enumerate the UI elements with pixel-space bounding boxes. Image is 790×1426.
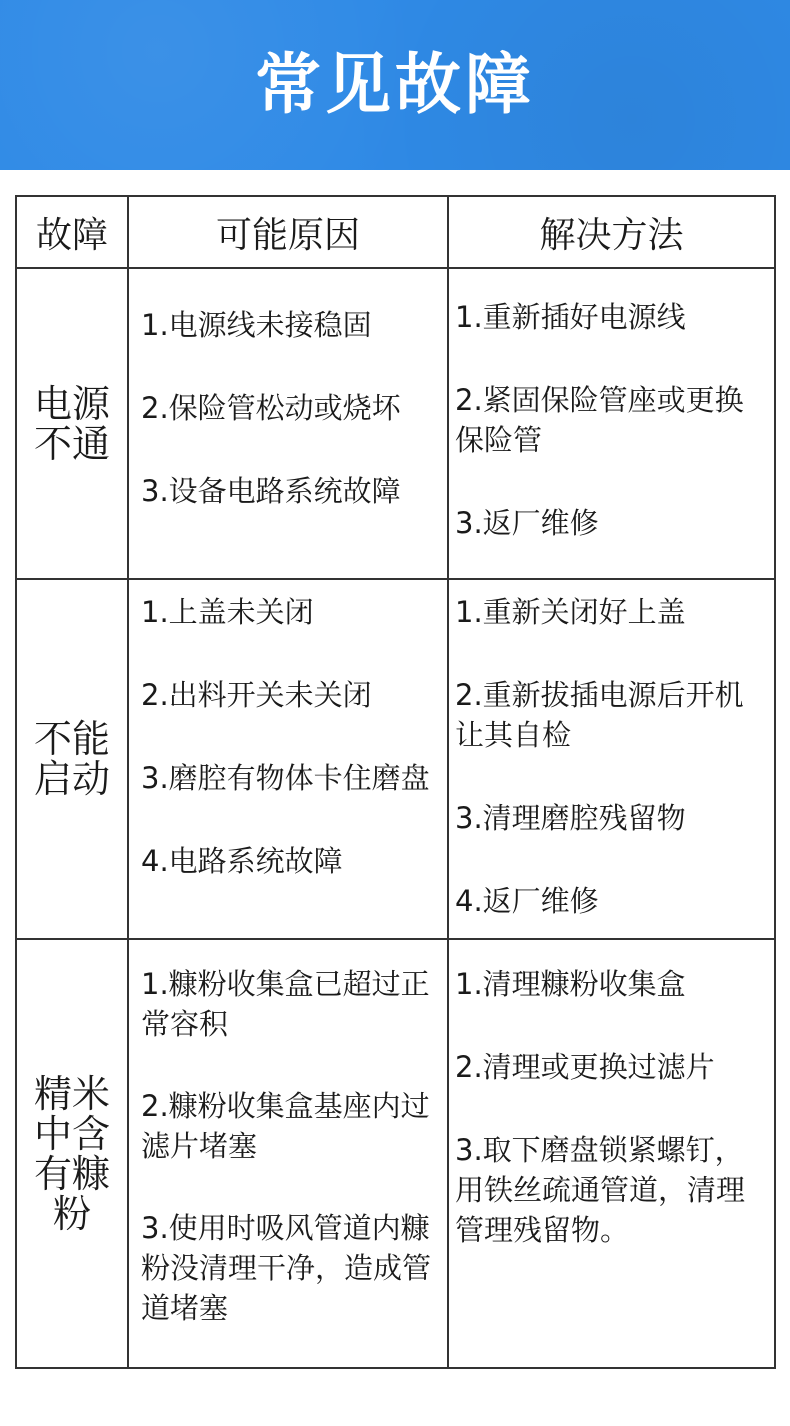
page-title: 常见故障 [255, 46, 535, 123]
causes-cell [128, 268, 448, 579]
cause-item: 3.设备电路系统故障 [141, 474, 401, 508]
fault-label: 电源 [33, 381, 110, 426]
solution-item: 1.清理糠粉收集盒 [455, 967, 686, 1001]
cause-item: 1.电源线未接稳固 [141, 308, 372, 342]
header-solutions: 解决方法 [448, 196, 775, 268]
solution-item: 1.重新插好电源线 [455, 300, 686, 334]
solution-item: 2.紧固保险管座或更换保险管 [455, 383, 744, 457]
solution-item: 3.返厂维修 [455, 506, 599, 540]
causes-cell [128, 939, 448, 1368]
solutions-cell [448, 579, 775, 939]
cause-item: 2.出料开关未关闭 [141, 678, 372, 712]
fault-label: 有糠 [33, 1151, 110, 1196]
solution-item: 2.清理或更换过滤片 [455, 1050, 715, 1084]
header-causes: 可能原因 [128, 196, 448, 268]
header-fault: 故障 [16, 196, 128, 268]
table-header-row [16, 196, 775, 268]
fault-label: 中含 [33, 1111, 110, 1156]
cause-item: 1.糠粉收集盒已超过正常容积 [141, 967, 430, 1041]
table-row [16, 939, 775, 1368]
solution-item: 3.取下磨盘锁紧螺钉，用铁丝疏通管道，清理管理残留物。 [455, 1133, 746, 1247]
fault-label: 精米 [33, 1071, 110, 1116]
cause-item: 3.磨腔有物体卡住磨盘 [141, 761, 430, 795]
fault-label: 启动 [33, 757, 110, 801]
table-row [16, 579, 775, 939]
solutions-cell [448, 939, 775, 1368]
solutions-cell [448, 268, 775, 579]
causes-cell [128, 579, 448, 939]
table-row [16, 268, 775, 579]
fault-cell [16, 268, 128, 579]
cause-item: 2.糠粉收集盒基座内过滤片堵塞 [141, 1089, 430, 1163]
cause-item: 4.电路系统故障 [141, 844, 343, 878]
fault-cell [16, 939, 128, 1368]
cause-item: 2.保险管松动或烧坏 [141, 391, 401, 425]
cause-item: 3.使用时吸风管道内糠粉没清理干净，造成管道堵塞 [141, 1211, 432, 1325]
solution-item: 3.清理磨腔残留物 [455, 801, 686, 835]
solution-item: 4.返厂维修 [455, 884, 599, 918]
solution-item: 2.重新拔插电源后开机让其自检 [455, 678, 744, 752]
fault-label: 不能 [33, 717, 110, 761]
fault-label: 不通 [33, 421, 110, 466]
faults-table [15, 195, 776, 1369]
fault-label: 粉 [52, 1191, 91, 1236]
title-banner [0, 0, 790, 170]
fault-cell [16, 579, 128, 939]
cause-item: 1.上盖未关闭 [141, 595, 314, 629]
solution-item: 1.重新关闭好上盖 [455, 595, 686, 629]
